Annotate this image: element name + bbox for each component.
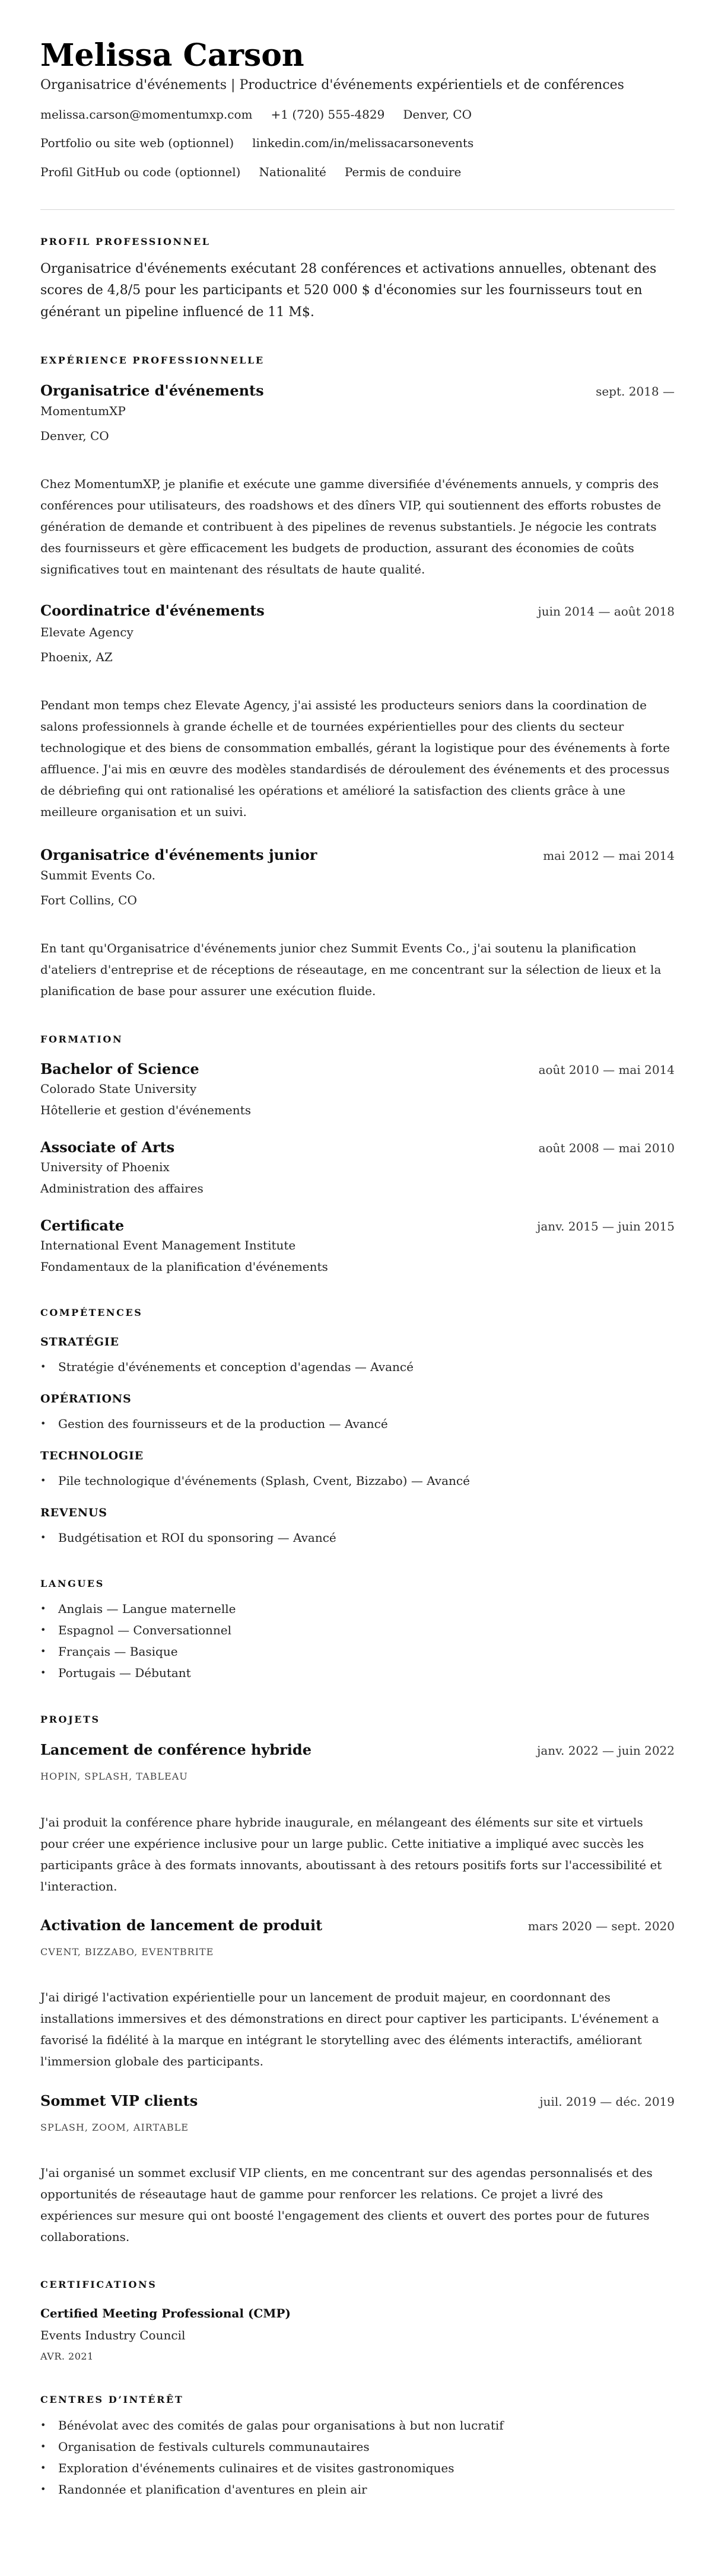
driving-license-text: Permis de conduire [344, 164, 462, 179]
field-of-study: Administration des affaires [40, 1181, 204, 1195]
interest-item: • Bénévolat avec des comités de galas pour organisations à but non lucratif [40, 2415, 675, 2436]
projects-section [40, 1714, 675, 2248]
section-title: EXPÉRIENCE PROFESSIONNELLE [40, 354, 265, 366]
interest-item: • Exploration d'événements culinaires et de visites gastronomiques [40, 2457, 675, 2479]
skill-list [40, 1527, 675, 1548]
certifications-section [40, 2279, 675, 2363]
skill-category-title: REVENUS [40, 1506, 107, 1519]
education-entry [40, 1217, 675, 1277]
section-title: CERTIFICATIONS [40, 2278, 157, 2290]
profile-summary: Organisatrice d'événements exécutant 28 conférences et activations annuelles, obtenant des scores de 4,8/5 pour les participants et 520 000 $ d'économies sur les fournisseurs tout en générant un pipeline influencé de 11 M$. [40, 261, 657, 320]
location-text: Denver, CO [403, 107, 472, 122]
project-tags: SPLASH, ZOOM, AIRTABLE [40, 2121, 189, 2133]
skill-item: • Pile technologique d'événements (Splash, Cvent, Bizzabo) — Avancé [40, 1470, 675, 1491]
skill-list [40, 1356, 675, 1378]
project-dates: mars 2020 — sept. 2020 [527, 1919, 675, 1933]
field-of-study: Hôtellerie et gestion d'événements [40, 1103, 251, 1117]
interests-section [40, 2394, 675, 2501]
resume-header [40, 37, 675, 183]
job-entry [40, 382, 675, 580]
portfolio-link[interactable]: Portfolio ou site web (optionnel) [40, 136, 234, 150]
job-location: Phoenix, AZ [40, 650, 113, 664]
section-title: PROFIL PROFESSIONNEL [40, 236, 211, 247]
language-item: • Français — Basique [40, 1641, 675, 1662]
certification-name: Certified Meeting Professional (CMP) [40, 2306, 291, 2320]
contact-row [40, 161, 675, 183]
job-description: Chez MomentumXP, je planifie et exécute une gamme diversifiée d'événements annuels, y compris des conférences pour utilisateurs, des roadshows et des dîners VIP, qui soutiennent des efforts robustes de génération de demande et contribuent à des pipelines de revenus substantiels. Je négocie les contrats des fournisseurs et gère efficacement les budgets de production, assurant des économies de coûts significatives tout en maintenant des résultats de haute qualité. [40, 477, 662, 576]
degree-title: Certificate [40, 1217, 125, 1234]
skill-item: • Stratégie d'événements et conception d'agendas — Avancé [40, 1356, 675, 1378]
language-item: • Anglais — Langue maternelle [40, 1598, 675, 1619]
field-of-study: Fondamentaux de la planification d'événements [40, 1260, 328, 1274]
project-entry [40, 1741, 675, 1897]
job-title: Coordinatrice d'événements [40, 602, 265, 619]
certification-issuer: Events Industry Council [40, 2328, 186, 2342]
project-description: J'ai produit la conférence phare hybride inaugurale, en mélangeant des éléments sur site et virtuels pour créer une expérience inclusive pour un large public. Cette initiative a impliqué avec succès les participants grâce à des formats innovants, aboutissant à des retours positifs forts sur l'accessibilité et l'interaction. [40, 1815, 662, 1893]
school-name: International Event Management Institute [40, 1238, 296, 1252]
project-description: J'ai organisé un sommet exclusif VIP clients, en me concentrant sur des agendas personnalisés et des opportunités de réseautage haut de gamme pour renforcer les relations. Ce projet a livré des expériences sur mesure qui ont boosté l'engagement des clients et ouvert des portes pour de futures collaborations. [40, 2166, 653, 2244]
section-title: LANGUES [40, 1577, 104, 1589]
education-dates: août 2008 — mai 2010 [538, 1141, 675, 1155]
project-tags: CVENT, BIZZABO, EVENTBRITE [40, 1946, 214, 1957]
skills-section [40, 1307, 675, 1549]
job-dates: mai 2012 — mai 2014 [543, 849, 675, 863]
section-title: COMPÉTENCES [40, 1306, 143, 1318]
interest-item: • Randonnée et planification d'aventures en plein air [40, 2479, 675, 2500]
job-company: Elevate Agency [40, 625, 134, 639]
skill-category-title: TECHNOLOGIE [40, 1449, 144, 1462]
project-title: Lancement de conférence hybride [40, 1741, 312, 1758]
project-dates: juil. 2019 — déc. 2019 [539, 2094, 675, 2109]
github-link[interactable]: Profil GitHub ou code (optionnel) [40, 164, 241, 179]
job-entry [40, 846, 675, 1002]
section-title: FORMATION [40, 1033, 123, 1045]
job-description: En tant qu'Organisatrice d'événements junior chez Summit Events Co., j'ai soutenu la planification d'ateliers d'entreprise et de réceptions de réseautage, en me concentrant sur la sélection de lieux et la planification de base pour assurer une exécution fluide. [40, 941, 662, 998]
job-dates: juin 2014 — août 2018 [538, 604, 675, 619]
project-tags: HOPIN, SPLASH, TABLEAU [40, 1770, 188, 1782]
job-location: Fort Collins, CO [40, 893, 137, 907]
skill-item: • Gestion des fournisseurs et de la production — Avancé [40, 1413, 675, 1434]
project-title: Activation de lancement de produit [40, 1917, 323, 1934]
phone-link[interactable]: +1 (720) 555-4829 [271, 107, 385, 122]
candidate-name: Melissa Carson [40, 37, 304, 74]
languages-section [40, 1578, 675, 1684]
degree-title: Bachelor of Science [40, 1060, 199, 1077]
certification-date: AVR. 2021 [40, 2350, 94, 2362]
contact-row [40, 132, 675, 154]
skill-list [40, 1413, 675, 1434]
language-item: • Espagnol — Conversationnel [40, 1619, 675, 1641]
email-link[interactable]: melissa.carson@momentumxp.com [40, 107, 253, 122]
project-title: Sommet VIP clients [40, 2092, 198, 2109]
job-company: Summit Events Co. [40, 868, 155, 882]
interest-item: • Organisation de festivals culturels communautaires [40, 2436, 675, 2457]
candidate-headline: Organisatrice d'événements | Productrice d'événements expérientiels et de conférences [40, 78, 624, 93]
skill-category-title: OPÉRATIONS [40, 1392, 132, 1405]
skill-list [40, 1470, 675, 1491]
job-dates: sept. 2018 — [596, 384, 675, 398]
school-name: University of Phoenix [40, 1160, 170, 1174]
experience-section [40, 355, 675, 1002]
project-description: J'ai dirigé l'activation expérientielle pour un lancement de produit majeur, en coordonnant des installations immersives et des démonstrations en direct pour captiver les participants. L'événement a favorisé la fidélité à la marque en intégrant le storytelling avec des éléments interactifs, améliorant l'immersion globale des participants. [40, 1990, 659, 2068]
section-title: CENTRES D’INTÉRÊT [40, 2393, 184, 2405]
header-divider [40, 209, 675, 210]
certification-entry [40, 2304, 675, 2363]
interest-list [40, 2415, 675, 2500]
education-dates: août 2010 — mai 2014 [538, 1063, 675, 1077]
language-list [40, 1598, 675, 1684]
section-title: PROJETS [40, 1713, 100, 1725]
project-entry [40, 1917, 675, 2072]
project-entry [40, 2092, 675, 2247]
job-location: Denver, CO [40, 429, 109, 443]
education-entry [40, 1060, 675, 1121]
contact-row [40, 104, 675, 125]
school-name: Colorado State University [40, 1082, 197, 1096]
job-entry [40, 602, 675, 822]
linkedin-link[interactable]: linkedin.com/in/melissacarsonevents [252, 136, 474, 150]
profile-section [40, 236, 675, 323]
education-entry [40, 1139, 675, 1199]
nationality-text: Nationalité [259, 164, 326, 179]
education-section [40, 1034, 675, 1278]
education-dates: janv. 2015 — juin 2015 [537, 1219, 675, 1233]
degree-title: Associate of Arts [40, 1139, 175, 1156]
job-company: MomentumXP [40, 404, 126, 418]
job-title: Organisatrice d'événements junior [40, 846, 317, 863]
job-description: Pendant mon temps chez Elevate Agency, j'ai assisté les producteurs seniors dans la coordination de salons professionnels à grande échelle et de tournées expérientielles pour des clients du secteur technologique et des biens de consommation emballés, gérant la logistique pour des événements à forte affluence. J'ai mis en œuvre des modèles standardisés de déroulement des événements et des processus de débriefing qui ont rationalisé les opérations et amélioré la satisfaction des clients grâce à une meilleure organisation et un suivi. [40, 698, 670, 819]
language-item: • Portugais — Débutant [40, 1662, 675, 1684]
project-dates: janv. 2022 — juin 2022 [537, 1743, 675, 1758]
skill-item: • Budgétisation et ROI du sponsoring — Avancé [40, 1527, 675, 1548]
skill-category-title: STRATÉGIE [40, 1335, 119, 1348]
job-title: Organisatrice d'événements [40, 382, 264, 399]
